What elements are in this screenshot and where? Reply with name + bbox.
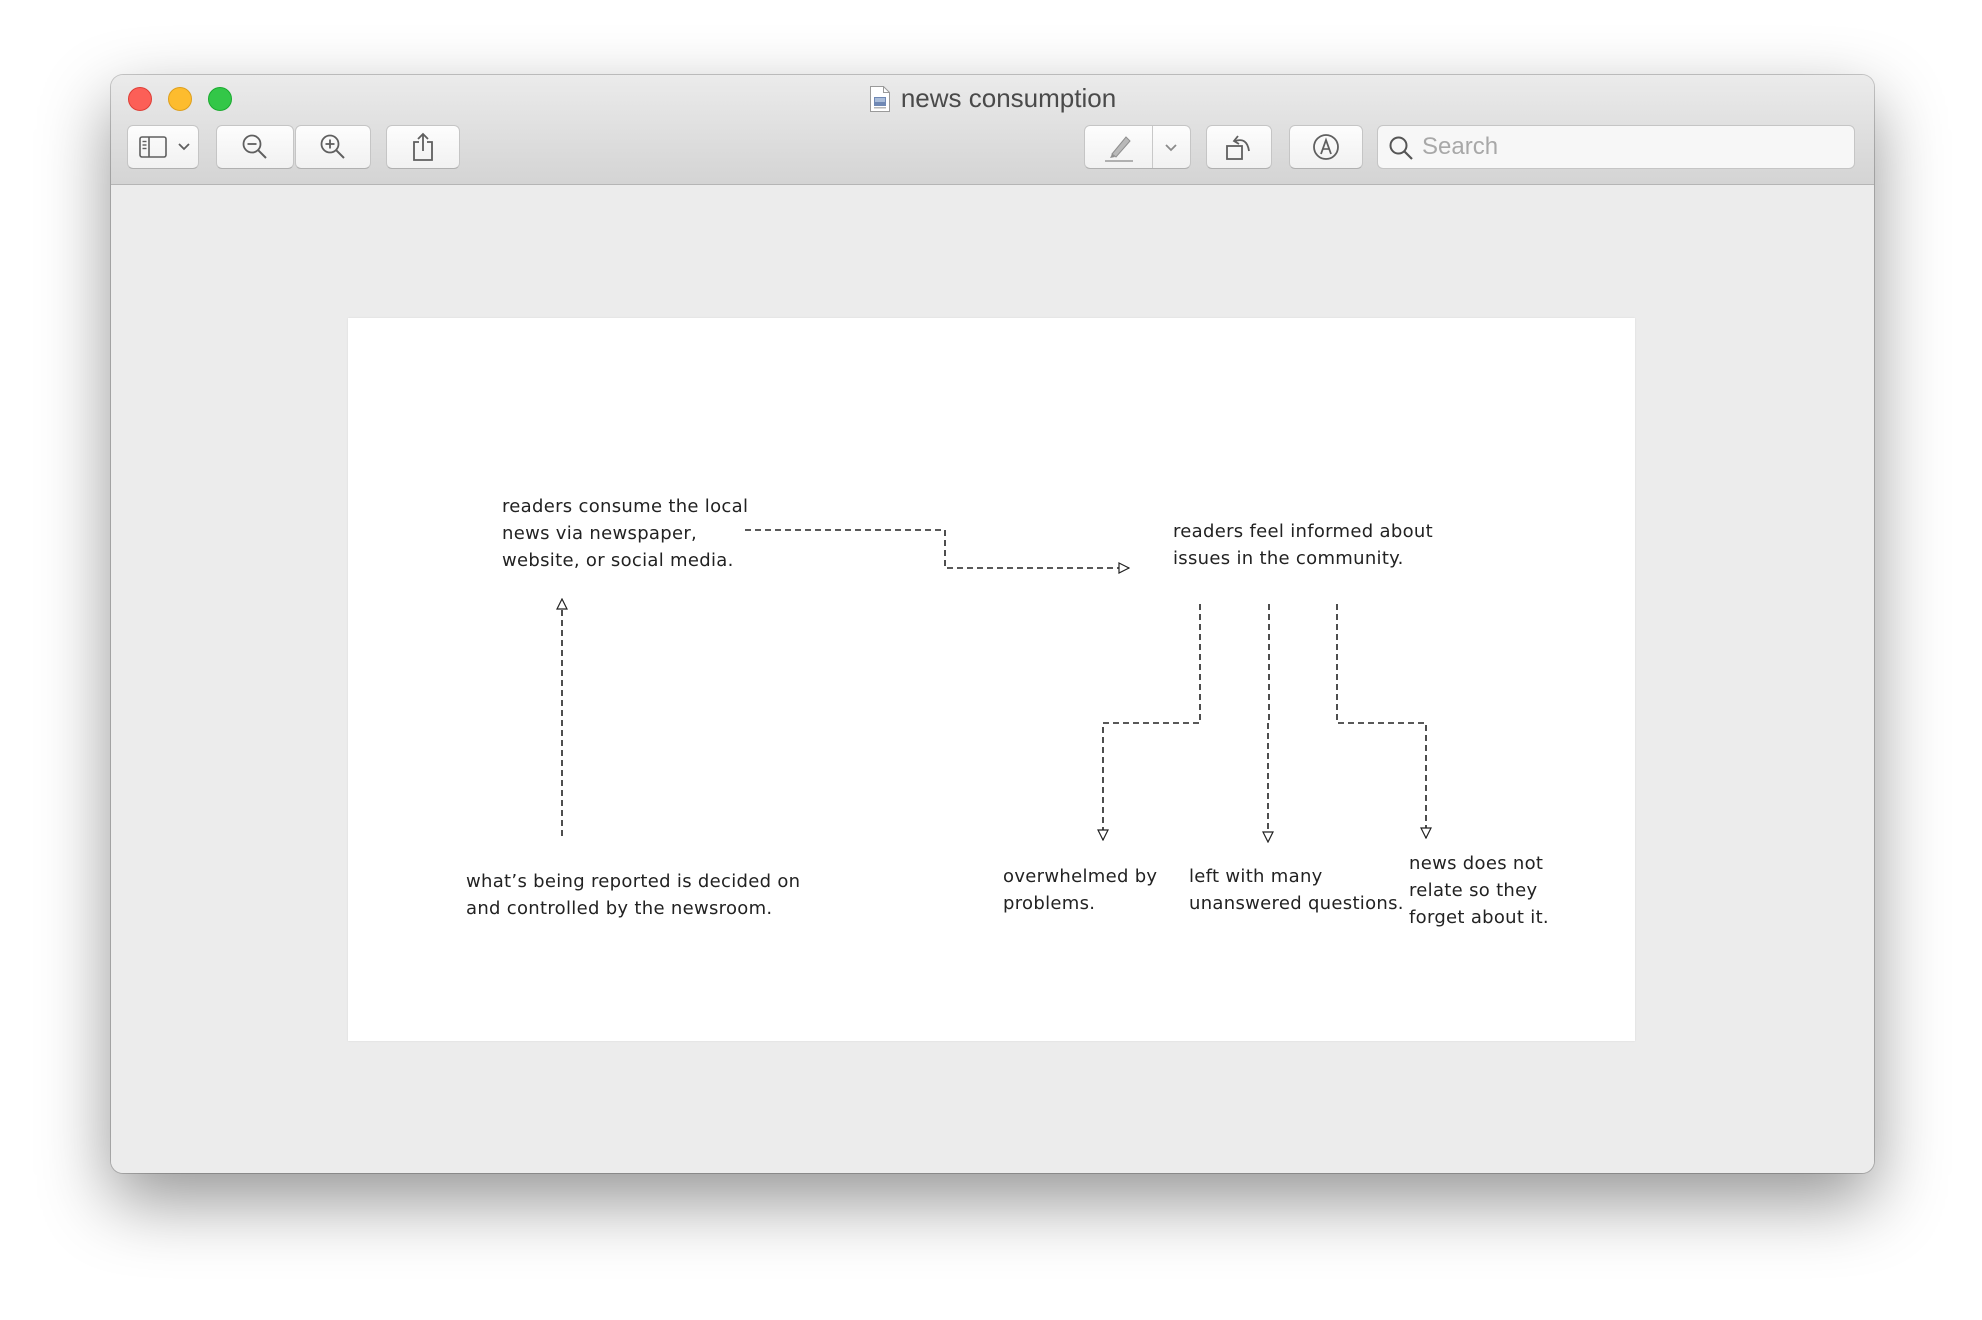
title-bar xyxy=(111,75,1874,185)
window-title-area xyxy=(111,83,1874,115)
rotate-icon xyxy=(1223,132,1255,162)
share-icon xyxy=(410,132,436,162)
node-forget: news does not relate so they forget about it. xyxy=(1409,853,1549,928)
search-field[interactable] xyxy=(1377,125,1855,169)
sidebar-toggle-button[interactable] xyxy=(127,125,199,169)
window-title: news consumption xyxy=(900,83,1117,113)
zoom-out-button[interactable] xyxy=(216,125,294,169)
zoom-out-icon xyxy=(241,133,269,161)
search-input[interactable] xyxy=(1422,130,1842,164)
arrow-informed-to-questions xyxy=(1268,604,1269,842)
rotate-button[interactable] xyxy=(1206,125,1272,169)
flow-diagram xyxy=(348,318,1635,1041)
arrow-consume-to-informed xyxy=(745,530,1129,568)
highlighter-icon xyxy=(1102,133,1136,163)
node-informed: readers feel informed about issues in the community. xyxy=(1173,521,1433,569)
arrow-informed-to-forget xyxy=(1337,604,1426,838)
chevron-down-icon xyxy=(177,142,191,152)
document-viewport[interactable] xyxy=(111,185,1874,1173)
document-page xyxy=(348,318,1635,1041)
node-overwhelmed: overwhelmed by problems. xyxy=(1003,866,1158,914)
share-button[interactable] xyxy=(386,125,460,169)
zoom-in-button[interactable] xyxy=(295,125,371,169)
preview-window xyxy=(111,75,1874,1173)
markup-button[interactable] xyxy=(1289,125,1363,169)
zoom-in-icon xyxy=(319,133,347,161)
search-icon xyxy=(1388,135,1414,161)
preview-document-icon xyxy=(869,85,891,113)
highlight-button[interactable] xyxy=(1084,125,1191,169)
node-questions: left with many unanswered questions. xyxy=(1189,866,1404,914)
arrow-informed-to-overwhelmed xyxy=(1103,604,1200,840)
sidebar-icon xyxy=(139,136,167,158)
markup-icon xyxy=(1311,132,1341,162)
node-reported: what’s being reported is decided on and controlled by the newsroom. xyxy=(466,871,801,919)
chevron-down-icon[interactable] xyxy=(1164,143,1178,153)
node-consume: readers consume the local news via newspaper, website, or social media. xyxy=(502,496,749,571)
